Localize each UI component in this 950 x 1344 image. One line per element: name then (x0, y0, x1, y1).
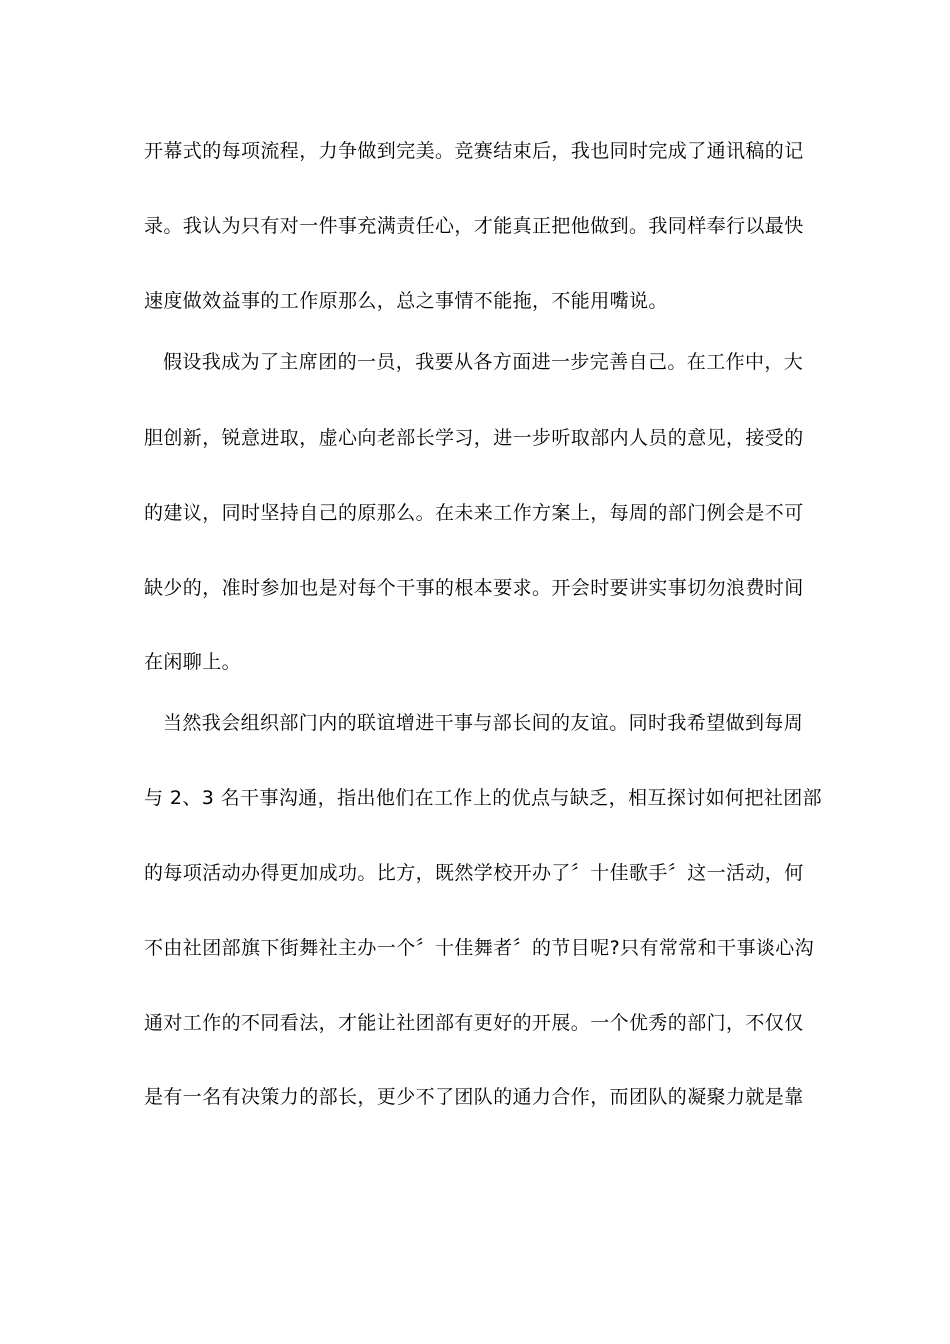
text-line: 是有一名有决策力的部长，更少不了团队的通力合作，而团队的凝聚力就是靠 (144, 1086, 804, 1108)
text-line: 胆创新，锐意进取，虚心向老部长学习，进一步听取部内人员的意见，接受的 (144, 427, 804, 449)
text-line: 不由社团部旗下街舞社主办一个〞十佳舞者〞的节目呢?只有常常和干事谈心沟 (144, 937, 815, 959)
text-line: 在闲聊上。 (144, 651, 242, 673)
text-line: 与 2、3 名干事沟通，指出他们在工作上的优点与缺乏，相互探讨如何把社团部 (144, 787, 823, 809)
text-line: 的每项活动办得更加成功。比方，既然学校开办了〞十佳歌手〞这一活动，何 (144, 862, 804, 884)
text-line: 录。我认为只有对一件事充满责任心，才能真正把他做到。我同样奉行以最快 (144, 215, 804, 237)
paragraph-first-line: 当然我会组织部门内的联谊增进干事与部长间的友谊。同时我希望做到每周 (163, 712, 804, 734)
paragraph-first-line: 假设我成为了主席团的一员，我要从各方面进一步完善自己。在工作中，大 (163, 351, 804, 373)
text-line: 开幕式的每项流程，力争做到完美。竞赛结束后，我也同时完成了通讯稿的记 (144, 140, 804, 162)
text-line: 缺少的，准时参加也是对每个干事的根本要求。开会时要讲实事切勿浪费时间 (144, 577, 804, 599)
text-line: 的建议，同时坚持自己的原那么。在未来工作方案上，每周的部门例会是不可 (144, 502, 804, 524)
text-line: 速度做效益事的工作原那么，总之事情不能拖，不能用嘴说。 (144, 290, 668, 312)
text-line: 通对工作的不同看法，才能让社团部有更好的开展。一个优秀的部门，不仅仅 (144, 1012, 804, 1034)
